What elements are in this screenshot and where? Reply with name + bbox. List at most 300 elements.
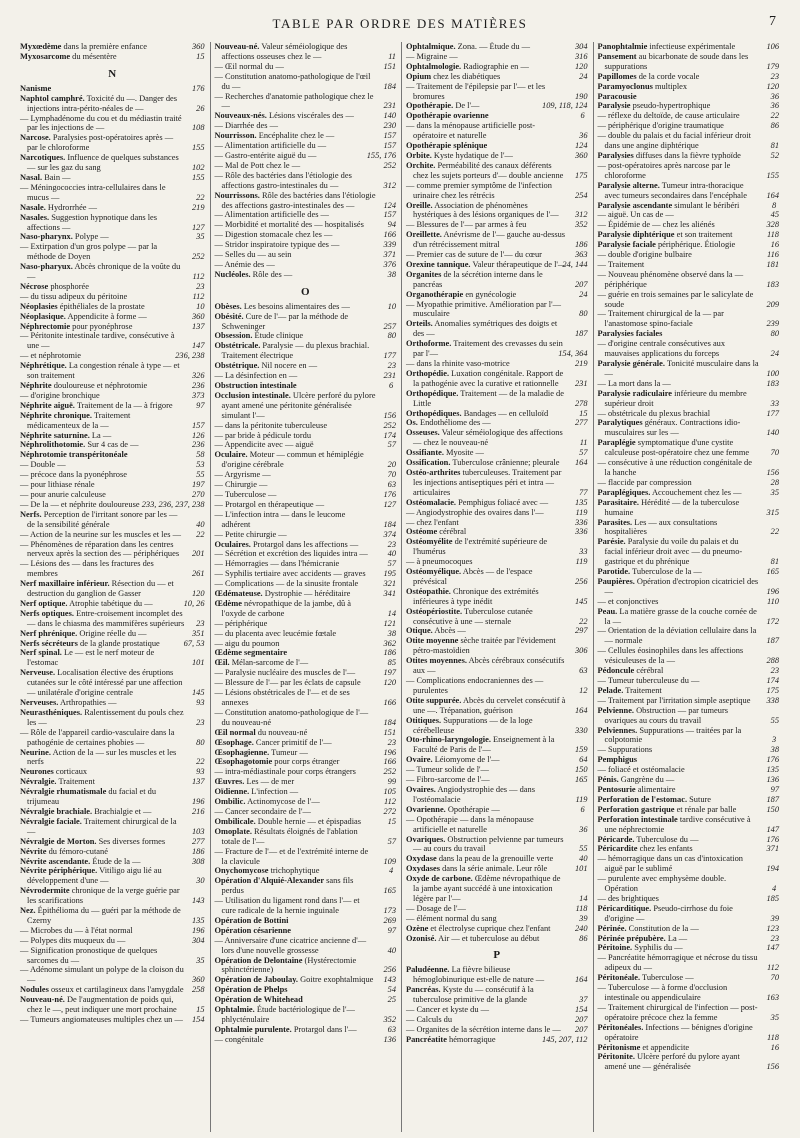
entry-heading: Opération de Jaboulay. — [214, 975, 299, 985]
index-entry — [598, 785, 780, 795]
entry-page-ref: 352 — [383, 1015, 396, 1024]
entry-page-ref: 196 — [191, 925, 205, 935]
entry-page-ref: 183 — [766, 279, 779, 289]
entry-text: — Orientation de la déviation cellulaire dans la — normale — [597, 626, 757, 646]
entry-page-ref: 316 — [574, 51, 588, 61]
index-entry — [598, 270, 780, 290]
entry-page-ref: 231 — [383, 371, 396, 381]
entry-heading: Névralgie rhumatismale — [20, 787, 107, 797]
entry-text: Accouchement chez les — — [650, 487, 742, 497]
entry-page-ref: 85 — [387, 658, 396, 668]
index-entry — [215, 230, 397, 240]
entry-page-ref: 151 — [383, 61, 396, 71]
entry-text: — Adénome simulant un polype de la cloison du — — [20, 965, 184, 985]
index-column-4 — [593, 42, 785, 1132]
entry-page-ref: 23 — [196, 618, 205, 628]
entry-page-ref: 55 — [196, 470, 205, 480]
entry-text: Pseudo-cirrhose du foie d'origine — — [604, 903, 733, 923]
index-entry — [20, 936, 205, 946]
index-entry — [20, 203, 205, 213]
entry-heading: Obstruction intestinale — [214, 381, 297, 390]
entry-page-ref: 35 — [770, 487, 779, 497]
entry-text: Rôle des — — [250, 269, 293, 279]
section-letter: O — [300, 285, 310, 298]
entry-text: Obstruction — par tumeurs ovariques au cours du travail — [604, 705, 729, 725]
entry-text: en gynécologie — [463, 289, 517, 299]
entry-page-ref: 186 — [191, 846, 205, 856]
entry-text: Action de la — sur les muscles et les nerfs — [27, 747, 177, 767]
entry-page-ref: 154 — [574, 1005, 588, 1015]
entry-text: de la glande prostatique — [77, 638, 160, 648]
entry-page-ref: 23 — [770, 933, 779, 943]
index-entry — [215, 470, 397, 480]
entry-heading: Paraplégie — [597, 438, 636, 448]
index-entry — [406, 557, 588, 567]
entry-heading: Paupières. — [597, 576, 635, 586]
index-entry — [215, 421, 397, 431]
index-entry — [598, 706, 780, 726]
index-entry — [20, 530, 205, 540]
entry-page-ref: 278 — [574, 398, 588, 408]
index-entry: Obstruction intestinale 6 — [214, 381, 394, 390]
entry-text: — post-opératoires après narcose par le chloroforme — [597, 160, 731, 180]
entry-text: — Tumeur solide de l'— — [406, 765, 489, 775]
entry-text: Suture — [687, 794, 712, 804]
entry-text: — Stridor inspiratoire typique des — — [214, 240, 340, 250]
entry-page-ref: 151 — [383, 727, 396, 737]
entry-page-ref: 101 — [191, 658, 205, 668]
index-entry — [406, 914, 588, 924]
entry-page-ref: 256 — [383, 965, 396, 975]
index-entry — [406, 626, 588, 636]
entry-text: cérébral — [437, 527, 467, 537]
entry-page-ref: 103 — [191, 826, 205, 836]
entry-page-ref: 33 — [770, 398, 779, 408]
entry-page-ref: 209 — [766, 299, 779, 309]
index-entry — [598, 260, 780, 270]
entry-text: Mélan-sarcome de l'— — [229, 658, 309, 668]
entry-text: Influence de quelques substances — sur les gaz du sang — [27, 153, 179, 173]
index-entry — [598, 795, 780, 805]
index-entry — [20, 985, 205, 995]
entry-heading: Œil normal — [214, 727, 256, 737]
index-entry — [406, 62, 588, 72]
entry-page-ref: 80 — [196, 737, 205, 747]
index-entry — [598, 666, 780, 676]
entry-text: Atrophie tabétique du — — [67, 598, 153, 608]
entry-page-ref: 373 — [191, 390, 205, 400]
index-entry — [215, 728, 397, 738]
index-entry — [215, 678, 397, 688]
index-entry — [20, 153, 205, 173]
entry-page-ref: 55 — [770, 715, 779, 725]
entry-page-ref: 194 — [766, 864, 779, 874]
entry-page-ref: 58 — [196, 450, 205, 460]
entry-text: — La désinfection en — — [214, 371, 298, 381]
entry-text: — Double — — [20, 460, 66, 470]
entry-page-ref: 175 — [766, 685, 779, 695]
entry-text: — Tumeur tuberculeuse du — — [597, 676, 700, 685]
entry-page-ref: 30 — [196, 876, 205, 886]
entry-page-ref: 216 — [191, 806, 205, 816]
entry-heading: Oxyde de carbone. — [406, 874, 473, 884]
index-entry — [20, 173, 205, 183]
entry-heading: Os. — [406, 418, 418, 428]
entry-page-ref: 136 — [383, 1034, 396, 1044]
entry-page-ref: 145 — [574, 596, 588, 606]
index-entry — [406, 270, 588, 290]
entry-page-ref: 219 — [574, 359, 588, 368]
entry-text: Infections — bénignes d'origine opératoire — [604, 1022, 753, 1042]
entry-page-ref: 374 — [383, 529, 396, 539]
entry-heading: Opération de Bottini — [214, 915, 289, 925]
entry-text: — Constitution anatomo-pathologique de l'œil du — — [214, 71, 371, 91]
entry-heading: Orthoforme. — [406, 339, 452, 349]
entry-text: Les besoins alimentaires des — — [241, 301, 350, 311]
entry-heading: Néphrite aiguë. — [20, 400, 75, 410]
entry-text: — d'origine centrale consécutives aux mauvaises applications du forceps — [597, 339, 726, 359]
index-entry — [215, 111, 397, 121]
entry-page-ref: 40 — [196, 519, 205, 529]
entry-heading: Orbite. — [406, 150, 432, 160]
index-entry — [20, 866, 205, 886]
index-entry — [598, 894, 780, 904]
entry-heading: Ostéomyélite — [406, 537, 453, 547]
entry-text: La congestion rénale à type — et son traitement — [27, 361, 180, 381]
entry-page-ref: 165 — [383, 886, 396, 896]
entry-heading: Parésie. — [597, 537, 626, 547]
entry-heading: Opération d'Alquié-Alexander — [214, 876, 325, 886]
entry-heading: Pelviennes. — [597, 725, 638, 735]
index-entry — [215, 500, 397, 510]
index-entry — [406, 874, 588, 904]
entry-page-ref: 165 — [574, 775, 588, 785]
entry-page-ref: 363 — [574, 250, 588, 260]
entry-text: Kyste du — consécutif à la tuberculose primitive de la glande — [413, 985, 534, 1005]
entry-page-ref: 147 — [766, 824, 779, 834]
entry-text: du fémoro-cutané — [46, 846, 108, 856]
entry-text: — Calculs du — [406, 1015, 453, 1024]
entry-heading: Naso-pharynx. — [20, 232, 73, 242]
entry-heading: Néphrétique. — [20, 361, 67, 371]
entry-page-ref: 157 — [191, 420, 205, 430]
entry-heading: Ostéopathie. — [406, 586, 451, 596]
index-entry — [215, 748, 397, 758]
entry-heading: Nerfs optiques. — [20, 608, 74, 618]
index-entry — [406, 151, 588, 161]
entry-text: Arthropathies — — [58, 698, 117, 707]
entry-heading: Néphrotomie transpéritonéale — [20, 450, 128, 460]
entry-text: — Petite chirurgie — — [214, 529, 287, 539]
entry-page-ref: 341 — [383, 589, 396, 599]
entry-heading: Otique. — [406, 626, 433, 636]
entry-heading: Pentosurie — [597, 784, 636, 794]
index-entry — [20, 490, 205, 500]
entry-text: du facial et du trijumeau — [27, 787, 157, 807]
entry-text: — Cancer secondaire de l'— — [214, 806, 311, 816]
entry-text: Traitement — [623, 685, 662, 695]
index-entry — [598, 250, 780, 260]
entry-heading: Otite moyenne — [406, 636, 459, 646]
entry-page-ref: 197 — [191, 480, 205, 490]
index-entry — [406, 775, 588, 785]
entry-page-ref: 156 — [766, 467, 779, 477]
entry-page-ref: 176 — [383, 489, 396, 499]
entry-text: — L'infection intra — dans le leucome adhérent — [214, 509, 346, 529]
entry-page-ref: 64 — [579, 755, 588, 765]
entry-text: — Œil normal du — — [214, 61, 284, 71]
entry-page-ref: 184 — [383, 81, 396, 91]
entry-text: diffuses dans la fièvre typhoïde — [633, 150, 741, 160]
entry-page-ref: 38 — [387, 269, 396, 279]
index-entry — [406, 656, 588, 676]
entry-page-ref: 63 — [387, 480, 396, 490]
entry-page-ref: 16 — [770, 1042, 779, 1052]
entry-text: Polype — — [72, 232, 109, 242]
entry-text: symptomatique d'une cystite calculeuse post-opératoire chez une femme — [604, 438, 750, 458]
index-entry — [598, 597, 780, 607]
index-entry — [598, 973, 780, 983]
index-entry — [215, 757, 397, 767]
entry-page-ref: 196 — [383, 747, 396, 757]
entry-text: — double du palais et du facial inférieur droit dans une angine diphtérique — [597, 131, 751, 151]
entry-text: — Rôle des bactéries dans l'étiologie des affections gastro-intestinales du — — [214, 170, 352, 190]
index-entry — [406, 924, 588, 934]
entry-heading: Organites — [406, 269, 442, 279]
entry-page-ref: 145 — [191, 688, 205, 698]
entry-page-ref: 360 — [191, 311, 205, 321]
entry-heading: Névrodermite — [20, 886, 70, 896]
index-entry — [598, 131, 780, 151]
entry-page-ref: 315 — [766, 507, 779, 517]
entry-page-ref: 166 — [383, 698, 396, 707]
entry-text: pour pyonéphrose — [70, 321, 133, 331]
entry-text: — Chirurgie — — [214, 480, 268, 490]
entry-page-ref: 154, 364 — [558, 349, 588, 359]
entry-heading: Nouveaux-nés. — [214, 111, 267, 121]
entry-heading: Orthopédique. — [406, 388, 459, 398]
entry-text: du nouveau-né — [255, 727, 308, 737]
entry-page-ref: 15 — [196, 1005, 205, 1015]
entry-text: Paralysie du voile du palais et du facial inférieur droit avec — du pneumo-gastrique et du phrénique — [604, 537, 743, 567]
index-entry — [215, 371, 397, 381]
index-entry — [406, 260, 588, 270]
entry-heading: Ovarienne. — [406, 804, 446, 814]
entry-page-ref: 165 — [766, 567, 779, 577]
entry-heading: Opération de Phelps — [214, 985, 288, 995]
entry-text: et électrolyse cuprique chez l'enfant — [428, 923, 551, 933]
entry-text: L'infection — — [249, 787, 299, 797]
entry-heading: Panophtalmie — [597, 42, 648, 51]
index-entry — [20, 42, 205, 52]
entry-page-ref: 172 — [766, 616, 779, 626]
entry-page-ref: 258 — [191, 985, 205, 995]
entry-text: Origine réelle du — — [77, 628, 147, 638]
entry-heading: Orthopédie. — [406, 368, 450, 378]
index-entry — [20, 114, 205, 134]
index-entry — [215, 331, 397, 341]
entry-text: — Lésions obstétricales de l'— et de ses annexes — [214, 688, 350, 707]
entry-text: Suppurations — traitées par la colpotomie — [604, 725, 742, 745]
entry-text: — Tumeurs angiomateuses multiples chez un — — [20, 1015, 183, 1024]
entry-text: — Lymphadénome du cou et du médiastin traité par les injections de — — [20, 113, 182, 133]
entry-page-ref: 40 — [387, 549, 396, 559]
entry-text: La — — [665, 933, 688, 943]
entry-page-ref: 70 — [770, 448, 779, 458]
entry-page-ref: 35 — [196, 955, 205, 965]
entry-heading: Orteils. — [406, 319, 433, 329]
index-entry: Pelviennes. Suppurations — traitées par la colpotomie 3 — [597, 725, 777, 745]
entry-heading: Néoplasique. — [20, 311, 66, 321]
index-entry — [598, 755, 780, 765]
entry-text: infectieuse expérimentale — [647, 42, 736, 51]
entry-page-ref: 156 — [383, 410, 396, 420]
entry-text: — La mort dans la — — [597, 378, 671, 388]
entry-heading: Perforation gastrique — [597, 804, 675, 814]
entry-heading: Paralysie alterne. — [597, 180, 660, 190]
index-entry — [20, 351, 205, 361]
entry-text: — Diarrhée des — — [214, 121, 278, 131]
entry-page-ref: 22 — [196, 757, 205, 767]
entry-heading: Nasale. — [20, 202, 46, 212]
entry-heading: Ophtalmologie. — [406, 61, 462, 71]
entry-page-ref: 187 — [766, 636, 779, 646]
entry-text: — Blessures de l'— par armes à feu — [406, 220, 527, 230]
index-entry — [406, 755, 588, 765]
entry-text: névropathique de la jambe, dû à l'oxyde de carbone — [221, 598, 352, 618]
index-entry — [406, 985, 588, 1005]
entry-page-ref: 105 — [383, 787, 396, 797]
entry-heading: Périnée prépubère. — [597, 933, 666, 943]
entry-text: — guérie en trois semaines par le salicylate de soude — [597, 289, 754, 309]
entry-page-ref: 252 — [383, 160, 396, 170]
entry-page-ref: 26 — [196, 103, 205, 113]
entry-heading: Pancréatite — [406, 1034, 447, 1044]
entry-text: Goitre exophtalmique — [298, 975, 374, 985]
index-entry — [20, 213, 205, 233]
index-entry — [598, 161, 780, 181]
entry-page-ref: 236 — [191, 440, 205, 450]
entry-heading: Nerfs sécréteurs — [20, 638, 78, 648]
index-entry — [215, 240, 397, 250]
index-entry — [215, 896, 397, 916]
entry-page-ref: 360 — [191, 975, 205, 985]
entry-text: — du placenta avec leucémie fœtale — [214, 628, 337, 638]
index-entry — [215, 569, 397, 579]
index-entry — [598, 745, 780, 755]
entry-heading: Opération de Delontaine — [214, 955, 303, 965]
index-entry — [406, 904, 588, 914]
entry-text: Abcès — de l'espace prévésical — [413, 567, 533, 586]
entry-heading: Néphrite chronique. — [20, 410, 92, 420]
entry-page-ref: 53 — [196, 460, 205, 470]
index-entry — [406, 765, 588, 775]
entry-heading: Onychomycose — [214, 866, 269, 876]
entry-page-ref: 352 — [574, 220, 588, 230]
entry-text: de la sécrétion interne dans le pancréas — [413, 269, 543, 289]
index-entry — [598, 121, 780, 131]
entry-heading: Névrite périphérique. — [20, 866, 98, 876]
entry-text: Encéphalite chez le — — [256, 131, 335, 141]
entry-heading: Nasal. — [20, 172, 43, 182]
entry-page-ref: 15 — [387, 816, 396, 826]
entry-text: Toxicité du —. Danger des injections intra-périto-néales de — — [27, 93, 177, 113]
entry-text: Rôle des bactéries dans l'étiologie des affections gastro-intestinales des — — [221, 190, 376, 210]
entry-page-ref: 137 — [191, 777, 205, 787]
entry-page-ref: 176 — [191, 83, 205, 93]
index-entry — [215, 579, 397, 589]
entry-page-ref: 304 — [574, 42, 588, 51]
entry-text: Résection du — et destruction du ganglion de Gasser — [27, 579, 174, 599]
entry-page-ref: 207 — [574, 279, 588, 289]
entry-text: et appendicite — [640, 1042, 690, 1052]
entry-page-ref: 277 — [191, 836, 205, 846]
entry-text: — Action de la neurine sur les muscles et les — — [20, 529, 181, 539]
index-entry — [598, 151, 780, 161]
index-entry — [215, 995, 397, 1005]
index-entry — [406, 468, 588, 498]
index-entry — [598, 488, 780, 498]
entry-text: — Protargol en thérapeutique — — [214, 499, 325, 509]
entry-text: — hémorragique dans un cas d'intoxication aiguë par le sublimé — [597, 854, 743, 874]
entry-text: dans la peau de la grenouille verte — [436, 854, 554, 864]
entry-text: — De la — et néphrite douloureuse — [20, 499, 140, 509]
index-entry — [598, 805, 780, 815]
entry-page-ref: 207 — [574, 1015, 588, 1024]
entry-text: — Fibro-sarcome de l'— — [406, 775, 490, 785]
index-entry — [20, 361, 205, 381]
entry-page-ref: 116 — [767, 250, 779, 260]
index-entry — [406, 230, 588, 250]
index-entry — [20, 787, 205, 807]
entry-heading: Œsophagienne. — [214, 747, 270, 757]
index-entry — [20, 926, 205, 936]
entry-page-ref: 15 — [196, 51, 205, 61]
index-entry — [406, 527, 588, 537]
index-entry — [20, 183, 205, 203]
index-entry — [20, 450, 205, 460]
index-entry — [598, 844, 780, 854]
index-entry — [215, 220, 397, 230]
entry-text: inférieure du membre supérieur droit — [604, 388, 747, 408]
entry-text: — Angiodystrophie des ovaires dans l'— — [406, 507, 544, 517]
index-entry — [20, 837, 205, 847]
entry-text: Tuberculose cutanée consécutive à une — sternale — [413, 606, 533, 626]
entry-text: au bicarbonate de soude dans les suppurations — [604, 51, 749, 71]
index-entry — [598, 498, 780, 518]
index-entry — [20, 232, 205, 242]
entry-page-ref: 201 — [191, 549, 205, 559]
entry-text: — réflexe du deltoïde, de cause articulaire — [597, 111, 740, 121]
index-entry — [215, 777, 397, 787]
entry-heading: Ozonisé. — [406, 933, 437, 943]
entry-text: douloureuse et néphrotomie — [51, 381, 148, 390]
entry-text: — Suppurations — [597, 745, 653, 755]
index-entry — [406, 448, 588, 458]
index-entry — [598, 537, 780, 567]
entry-heading: Paralytiques — [597, 418, 643, 428]
entry-text: Étude clinique — [252, 331, 304, 341]
index-entry — [406, 201, 588, 221]
entry-page-ref: 140 — [766, 428, 779, 438]
index-entry — [20, 312, 205, 322]
entry-text: Obstruction pelvienne par tumeurs — au cours du travail — [413, 834, 564, 854]
entry-page-ref: 190 — [574, 91, 588, 101]
entry-page-ref: 97 — [770, 784, 779, 794]
index-entry — [406, 42, 588, 52]
entry-page-ref: 108 — [191, 123, 205, 133]
entry-heading: Nerf phrénique. — [20, 628, 78, 638]
